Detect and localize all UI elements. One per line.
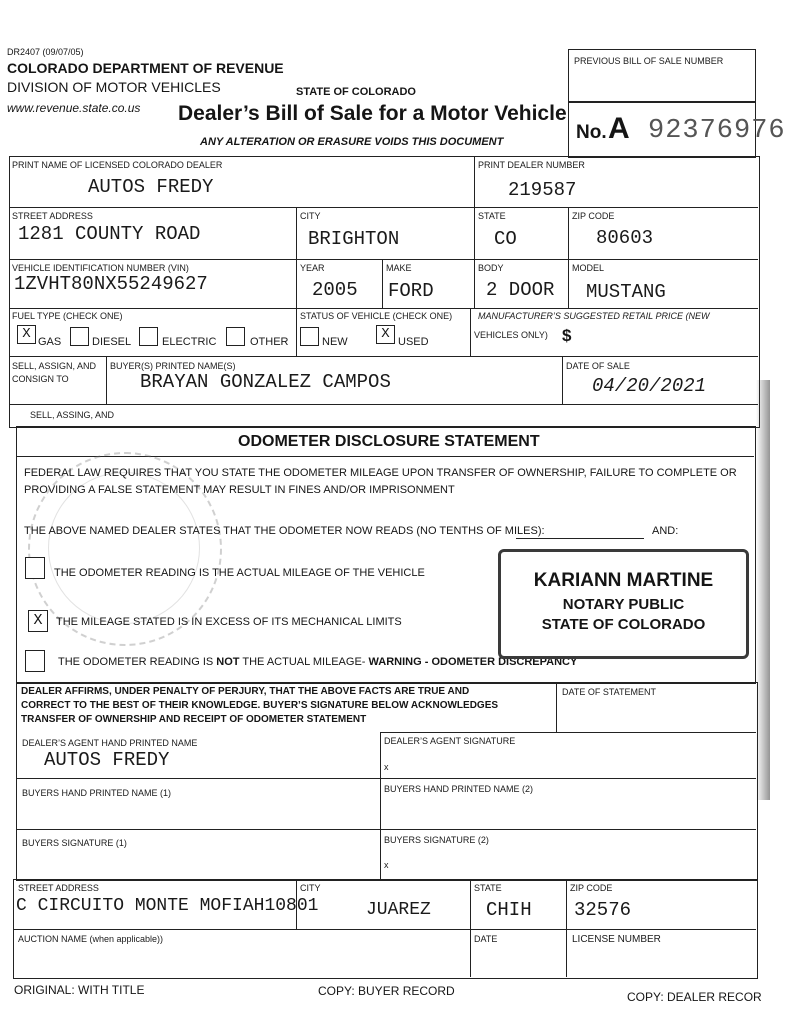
dealer-number-field[interactable]: 219587 (508, 179, 577, 201)
department-name: COLORADO DEPARTMENT OF REVENUE (7, 60, 284, 76)
not-actual-warning: WARNING - ODOMETER DISCREPANCY (368, 656, 578, 668)
body-field[interactable]: 2 DOOR (486, 279, 555, 301)
auction-date-label: DATE (474, 934, 498, 944)
fuel-other-checkbox[interactable] (226, 327, 245, 346)
fuel-diesel-checkbox[interactable] (70, 327, 89, 346)
dealer-zip-label: ZIP CODE (572, 211, 615, 221)
make-label: MAKE (386, 263, 412, 273)
website: www.revenue.state.co.us (7, 101, 141, 115)
dealer-name-field[interactable]: AUTOS FREDY (88, 176, 214, 198)
buyers-names-field[interactable]: BRAYAN GONZALEZ CAMPOS (140, 371, 391, 393)
agent-name-label: DEALER’S AGENT HAND PRINTED NAME (22, 738, 198, 748)
year-field[interactable]: 2005 (312, 279, 358, 301)
msrp-label-2: VEHICLES ONLY) (474, 330, 548, 340)
notary-public: NOTARY PUBLIC (562, 596, 685, 613)
buyer2-name-label: BUYERS HAND PRINTED NAME (2) (384, 784, 534, 794)
dealer-city-field[interactable]: BRIGHTON (308, 228, 400, 250)
buyer-street-field[interactable]: C CIRCUITO MONTE MOFIAH10801 (16, 896, 319, 916)
state-heading: STATE OF COLORADO (296, 86, 416, 98)
division-name: DIVISION OF MOTOR VEHICLES (7, 79, 221, 95)
agent-signature-label: DEALER’S AGENT SIGNATURE (384, 736, 516, 746)
odometer-actual-label: THE ODOMETER READING IS THE ACTUAL MILEAGE OF THE VEHICLE (54, 567, 425, 579)
odometer-reads-text: THE ABOVE NAMED DEALER STATES THAT THE ODOMETER NOW READS (NO TENTHS OF MILES): (24, 525, 545, 537)
consign-to-label: CONSIGN TO (12, 374, 69, 384)
date-of-statement-label: DATE OF STATEMENT (562, 687, 656, 697)
odometer-reading-line[interactable] (516, 538, 644, 539)
fuel-type-label: FUEL TYPE (CHECK ONE) (12, 311, 123, 321)
status-new-label: NEW (322, 336, 348, 348)
dealer-city-label: CITY (300, 211, 321, 221)
dealer-state-label: STATE (478, 211, 506, 221)
vin-field[interactable]: 1ZVHT80NX55249627 (14, 273, 208, 295)
buyer-state-label: STATE (474, 883, 502, 893)
make-field[interactable]: FORD (388, 280, 434, 302)
dealer-street-field[interactable]: 1281 COUNTY ROAD (18, 223, 201, 245)
document-title: Dealer’s Bill of Sale for a Motor Vehicle (178, 102, 567, 125)
bill-number-label: No. (576, 122, 607, 143)
license-number-label: LICENSE NUMBER (572, 934, 661, 945)
dealer-number-label: PRINT DEALER NUMBER (478, 160, 585, 170)
dealer-state-field[interactable]: CO (494, 228, 517, 250)
date-of-sale-label: DATE OF SALE (566, 361, 630, 371)
vehicle-status-label: STATUS OF VEHICLE (CHECK ONE) (300, 311, 453, 321)
fuel-electric-checkbox[interactable] (139, 327, 158, 346)
footer-copy-buyer: COPY: BUYER RECORD (318, 984, 455, 998)
affirm-line-3: TRANSFER OF OWNERSHIP AND RECEIPT OF ODOMETER STATEMENT (21, 714, 367, 725)
form-number: DR2407 (09/07/05) (7, 47, 84, 57)
odometer-excess-checkbox[interactable]: X (28, 610, 48, 632)
year-label: YEAR (300, 263, 325, 273)
buyer1-signature-label: BUYERS SIGNATURE (1) (22, 838, 127, 848)
status-used-label: USED (398, 336, 429, 348)
buyer-city-label: CITY (300, 883, 321, 893)
fuel-electric-label: ELECTRIC (162, 336, 217, 348)
affirm-line-1: DEALER AFFIRMS, UNDER PENALTY OF PERJURY, THAT THE ABOVE FACTS ARE TRUE AND (21, 686, 470, 697)
bill-number-letter: A (608, 112, 630, 145)
page-edge-shadow (756, 380, 770, 800)
status-used-checkbox[interactable]: X (376, 325, 395, 344)
odometer-not-actual-checkbox[interactable] (25, 650, 45, 672)
model-field[interactable]: MUSTANG (586, 281, 666, 303)
buyer-state-field[interactable]: CHIH (486, 899, 532, 921)
not-actual-not: NOT (216, 656, 240, 668)
bill-number-value: 92376976 (648, 116, 786, 146)
msrp-dollar-sign: $ (562, 326, 572, 345)
fuel-diesel-label: DIESEL (92, 336, 132, 348)
buyer-city-field[interactable]: JUAREZ (366, 900, 431, 920)
fuel-gas-checkbox[interactable]: X (17, 325, 36, 344)
vin-label: VEHICLE IDENTIFICATION NUMBER (VIN) (12, 263, 189, 273)
federal-law-line-2: PROVIDING A FALSE STATEMENT MAY RESULT IN FINES AND/OR IMPRISONMENT (24, 484, 455, 496)
fuel-other-label: OTHER (250, 336, 289, 348)
notary-stamp (498, 549, 749, 659)
buyers-printed-names-label: BUYER(S) PRINTED NAME(S) (110, 361, 236, 371)
sell-assing-label: SELL, ASSING, AND (30, 410, 115, 420)
auction-name-label: AUCTION NAME (when applicable)) (18, 934, 164, 944)
odometer-title: ODOMETER DISCLOSURE STATEMENT (238, 433, 540, 450)
model-label: MODEL (572, 263, 605, 273)
msrp-label: MANUFACTURER’S SUGGESTED RETAIL PRICE (NEW (478, 311, 710, 321)
notary-name: KARIANN MARTINE (533, 570, 714, 591)
buyer-zip-field[interactable]: 32576 (574, 899, 632, 921)
federal-law-line-1: FEDERAL LAW REQUIRES THAT YOU STATE THE ODOMETER MILEAGE UPON TRANSFER OF OWNERSHIP, FAILURE TO COMPLETE OR (24, 467, 737, 479)
buyer-street-label: STREET ADDRESS (18, 883, 99, 893)
buyer-zip-label: ZIP CODE (570, 883, 613, 893)
affirm-line-2: CORRECT TO THE BEST OF THEIR KNOWLEDGE. BUYER’S SIGNATURE BELOW ACKNOWLEDGES (21, 700, 499, 711)
buyer1-name-label: BUYERS HAND PRINTED NAME (1) (22, 788, 172, 798)
and-text: AND: (652, 525, 679, 537)
document-subtitle: ANY ALTERATION OR ERASURE VOIDS THIS DOCUMENT (200, 136, 504, 148)
body-label: BODY (478, 263, 504, 273)
status-new-checkbox[interactable] (300, 327, 319, 346)
agent-name-field[interactable]: AUTOS FREDY (44, 749, 170, 771)
buyer2-signature-x: x (384, 860, 389, 870)
odometer-excess-label: THE MILEAGE STATED IS IN EXCESS OF ITS MECHANICAL LIMITS (56, 616, 402, 628)
dealer-street-label: STREET ADDRESS (12, 211, 93, 221)
agent-signature-x: x (384, 762, 389, 772)
fuel-gas-label: GAS (38, 336, 62, 348)
footer-copy-dealer: COPY: DEALER RECOR (627, 990, 762, 1004)
notary-state: STATE OF COLORADO (541, 616, 706, 633)
sell-assign-label: SELL, ASSIGN, AND (12, 361, 97, 371)
footer-original: ORIGINAL: WITH TITLE (14, 983, 145, 997)
dealer-zip-field[interactable]: 80603 (596, 227, 654, 249)
odometer-actual-checkbox[interactable] (25, 557, 45, 579)
dealer-name-label: PRINT NAME OF LICENSED COLORADO DEALER (12, 160, 223, 170)
buyer2-signature-label: BUYERS SIGNATURE (2) (384, 835, 489, 845)
previous-bill-label: PREVIOUS BILL OF SALE NUMBER (574, 56, 724, 66)
date-of-sale-field[interactable]: 04/20/2021 (592, 375, 707, 397)
signature-section (16, 682, 758, 881)
not-actual-mid: THE ACTUAL MILEAGE- (239, 656, 369, 668)
not-actual-pre: THE ODOMETER READING IS (58, 656, 217, 668)
